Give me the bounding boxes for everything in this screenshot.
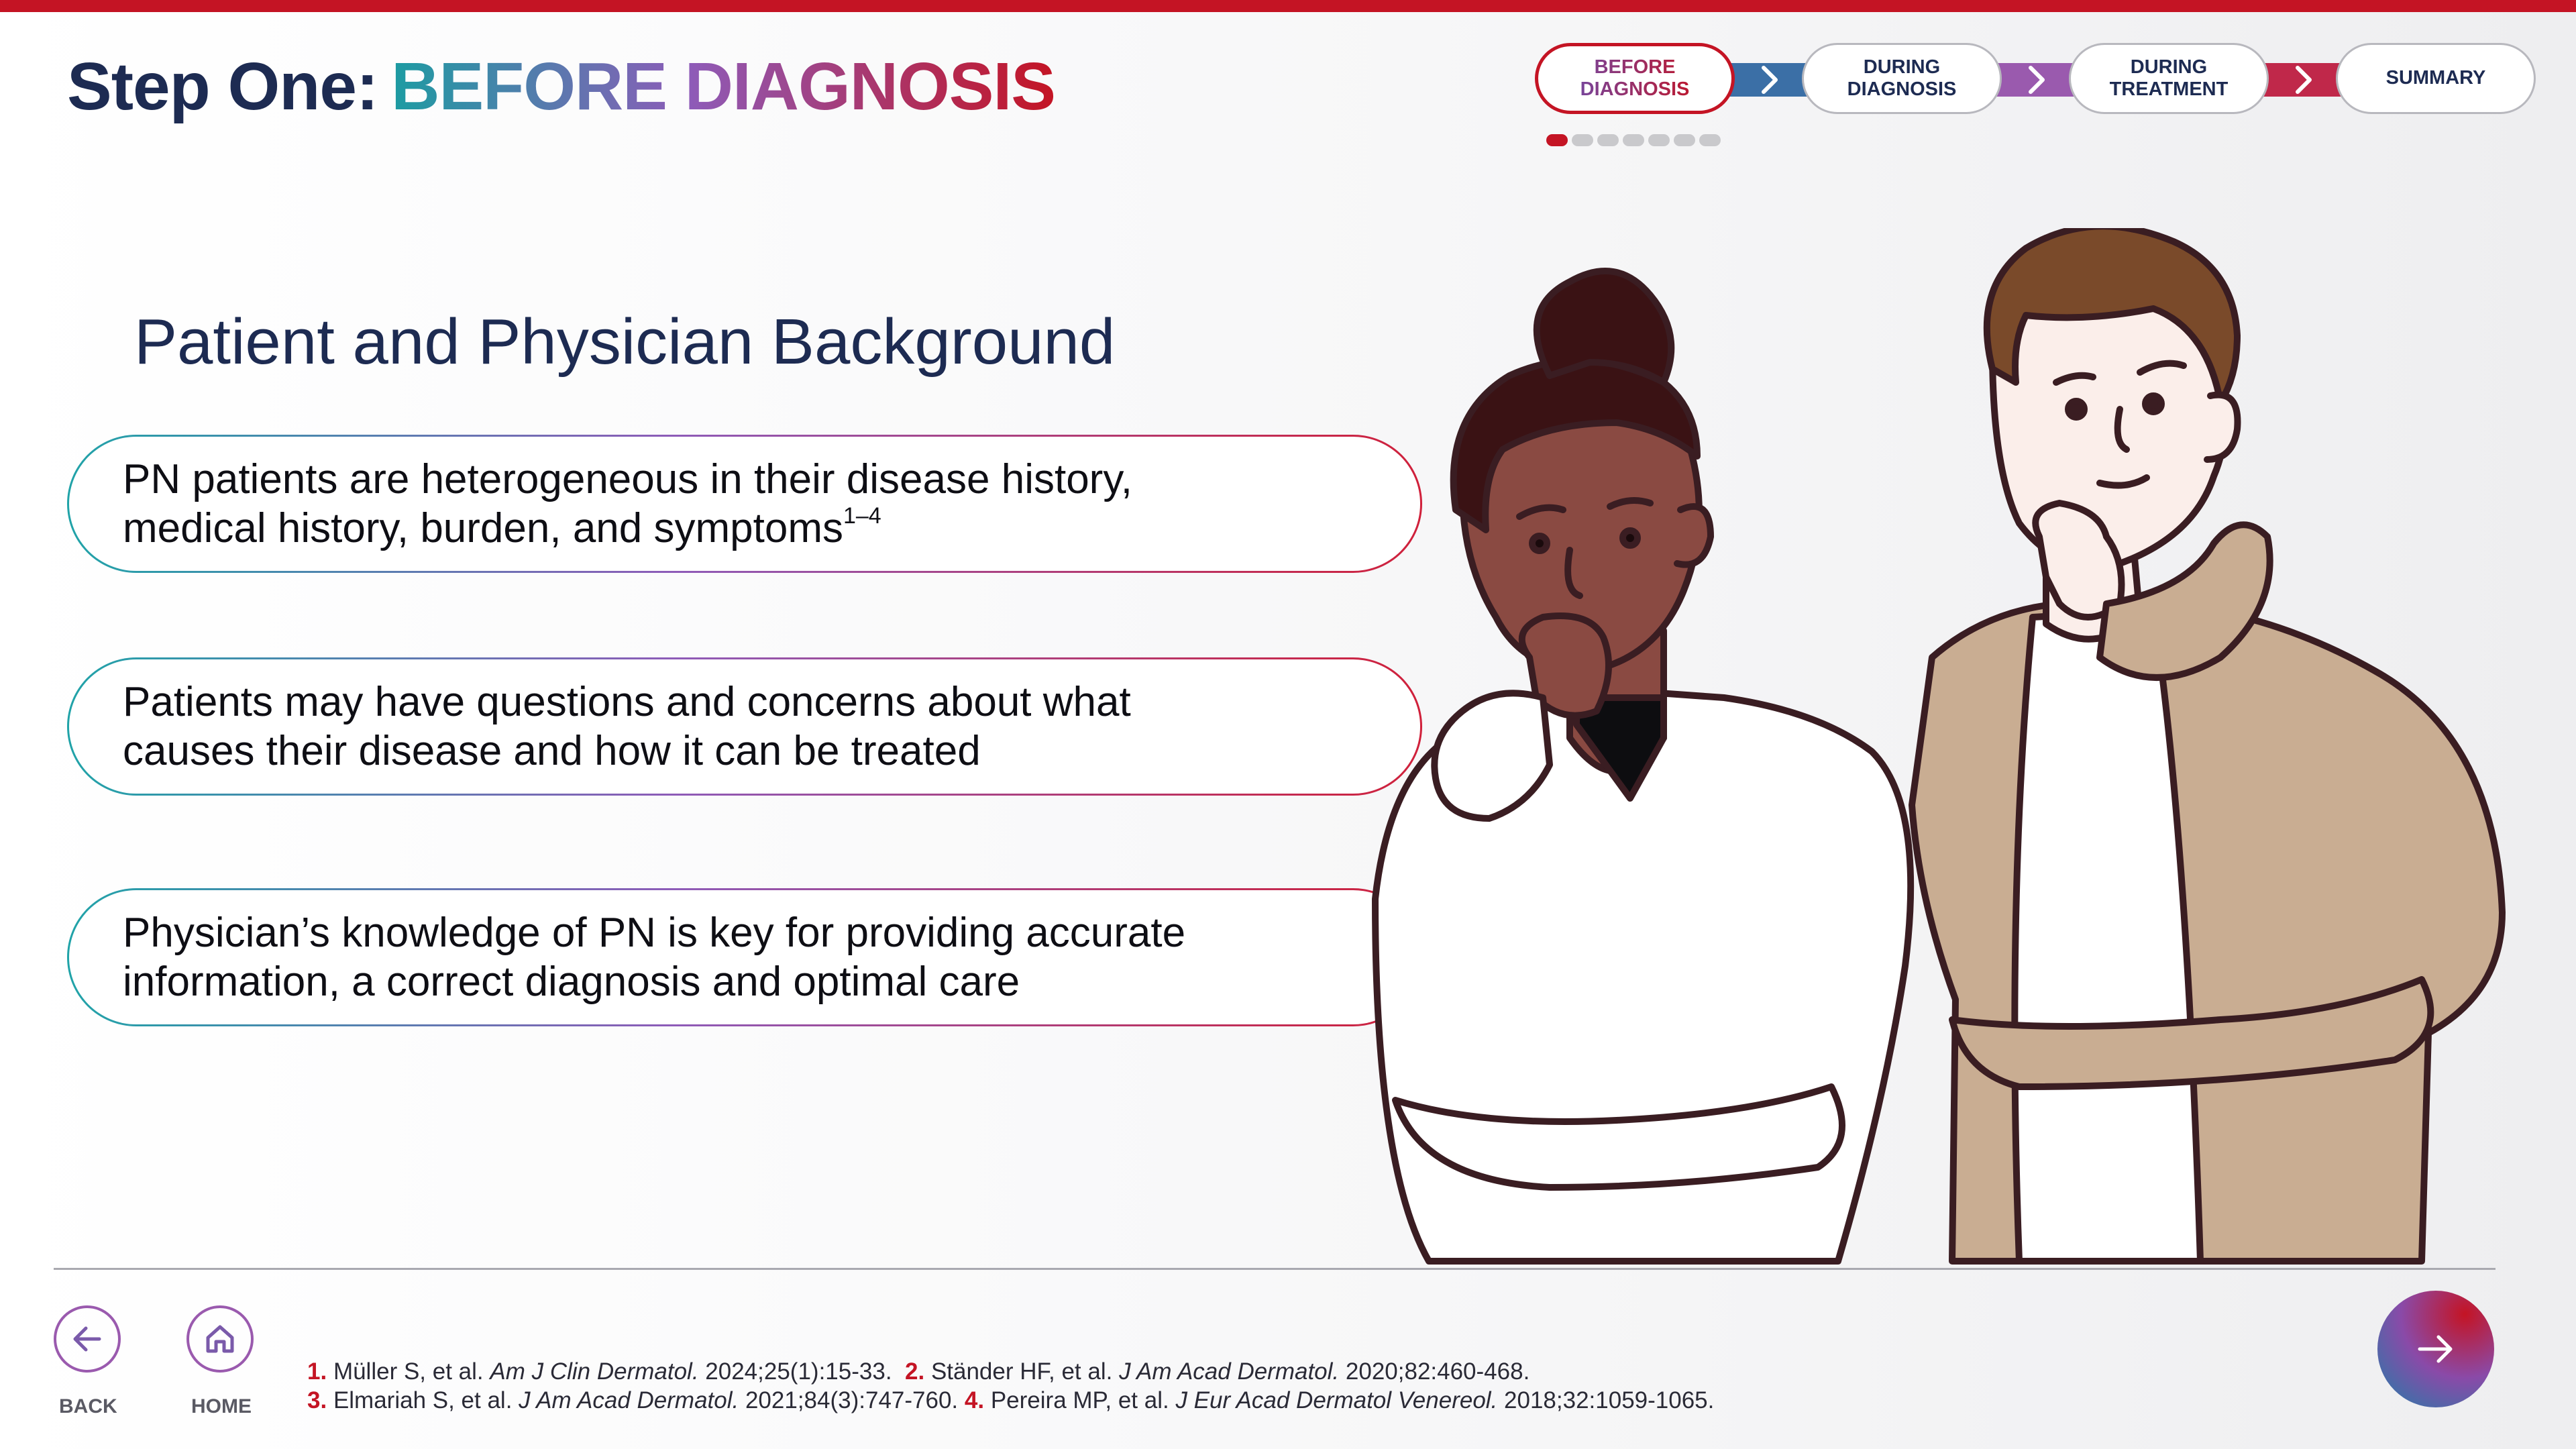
- man-eye-right: [2145, 396, 2161, 412]
- woman-eye-left: [1532, 536, 1547, 551]
- references: [307, 1358, 1714, 1415]
- step-during-diagnosis[interactable]: DURING DIAGNOSIS: [1802, 43, 2002, 114]
- step-connector-2: [1996, 63, 2077, 97]
- progress-dot: [1623, 134, 1644, 146]
- chevron-right-icon: [2025, 65, 2048, 95]
- top-accent-bar: [0, 0, 2576, 12]
- back-button[interactable]: [54, 1305, 121, 1373]
- progress-dot: [1674, 134, 1695, 146]
- section-title: Patient and Physician Background: [134, 306, 1116, 378]
- woman-bun: [1537, 271, 1671, 382]
- info-card: [67, 435, 1422, 573]
- citation-superscript: 1–4: [843, 503, 881, 529]
- home-icon: [201, 1320, 239, 1358]
- chevron-right-icon: [2292, 65, 2315, 95]
- progress-dot: [1572, 134, 1593, 146]
- info-card: [67, 657, 1422, 796]
- step-connector-1: [1729, 63, 1810, 97]
- footer-divider: [54, 1268, 2496, 1270]
- home-label: HOME: [191, 1395, 252, 1417]
- card-text: PN patients are heterogeneous in their disease history, medical history, burden, and symptoms$^{1-4}$: [123, 455, 1132, 551]
- progress-dots: [1546, 134, 1721, 146]
- man-ear: [2207, 395, 2238, 460]
- thinking-people-illustration: [1348, 228, 2529, 1275]
- step-connector-3: [2263, 63, 2344, 97]
- step-during-treatment[interactable]: DURING TREATMENT: [2069, 43, 2269, 114]
- progress-dot: [1597, 134, 1619, 146]
- reference-line: 3. Elmariah S, et al. J Am Acad Dermatol. 2021;84(3):747-760. 4. Pereira MP, et al. J Eur Acad Dermatol Venereol. 2018;32:1059-1065.: [307, 1387, 1715, 1413]
- progress-dot: [1699, 134, 1721, 146]
- arrow-right-icon: [2412, 1325, 2460, 1373]
- title-prefix: Step One:: [67, 49, 378, 124]
- progress-dot: [1648, 134, 1670, 146]
- back-label: BACK: [59, 1395, 117, 1417]
- home-button[interactable]: [186, 1305, 254, 1373]
- info-card: [67, 888, 1422, 1026]
- card-text: Patients may have questions and concerns about what causes their disease and how it can be treated: [123, 678, 1131, 774]
- chevron-right-icon: [1758, 65, 1781, 95]
- reference-line: 1. Müller S, et al. Am J Clin Dermatol. 2024;25(1):15-33. 2. Ständer HF, et al. J Am Acad Dermatol. 2020;82:460-468.: [307, 1358, 1530, 1385]
- card-text: Physician’s knowledge of PN is key for providing accurate information, a correct diagnosis and optimal care: [123, 909, 1186, 1005]
- step-summary[interactable]: SUMMARY: [2336, 43, 2536, 114]
- woman-ear: [1677, 506, 1711, 565]
- next-button[interactable]: [2377, 1291, 2494, 1407]
- title-highlight: BEFORE DIAGNOSIS: [391, 49, 1055, 124]
- step-before-diagnosis[interactable]: BEFORE DIAGNOSIS: [1535, 43, 1735, 114]
- progress-dot: [1546, 134, 1568, 146]
- man-jacket: [1912, 604, 2502, 1261]
- step-navigation: [1535, 43, 2538, 117]
- woman-eye-right: [1623, 531, 1638, 545]
- man-eye-left: [2068, 401, 2084, 417]
- arrow-left-icon: [68, 1320, 106, 1358]
- page-title: [67, 48, 1055, 125]
